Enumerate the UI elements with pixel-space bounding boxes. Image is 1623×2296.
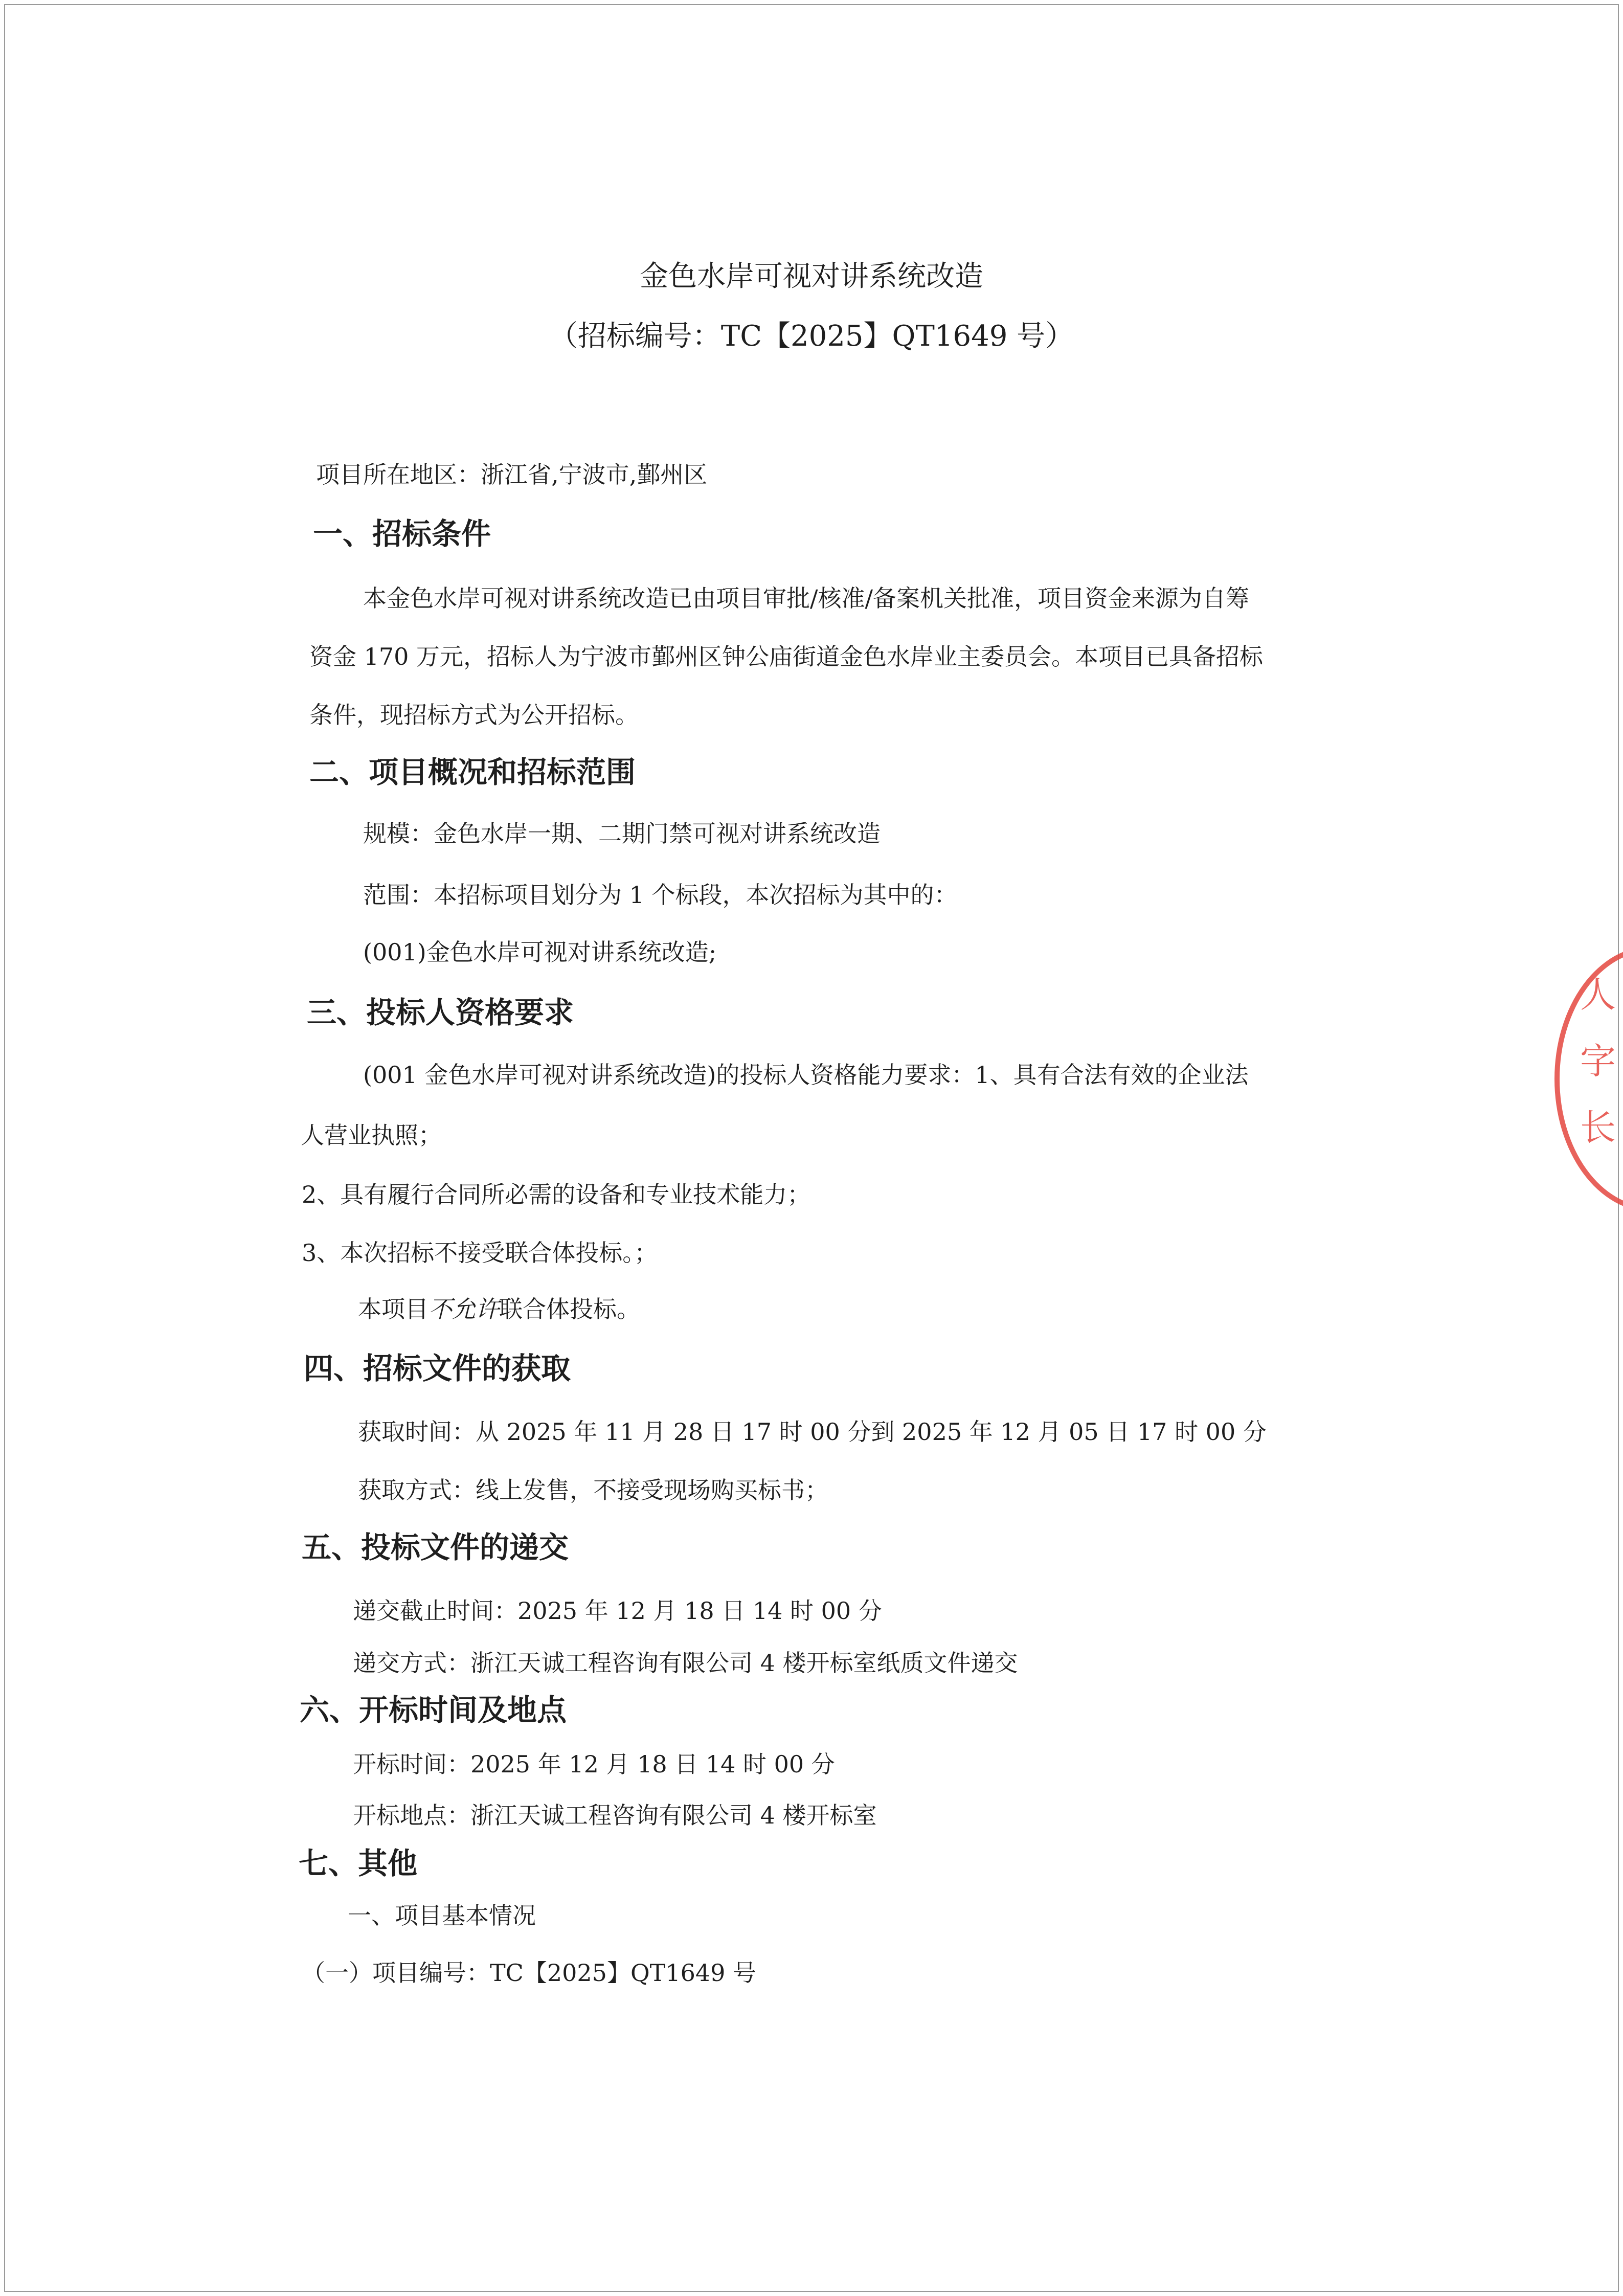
opening-time: 开标时间：2025 年 12 月 18 日 14 时 00 分: [353, 1750, 835, 1778]
qualification-line-2: 人营业执照；: [301, 1121, 442, 1149]
opening-place: 开标地点：浙江天诚工程咨询有限公司 4 楼开标室: [353, 1802, 877, 1829]
qualification-line-4: 3、本次招标不接受联合体投标。；: [302, 1239, 658, 1267]
joint-bid-not-allowed: 不允许: [429, 1295, 499, 1323]
obtain-time: 获取时间：从 2025 年 11 月 28 日 17 时 00 分到 2025 年 12 月 05 日 17 时 00 分: [358, 1418, 1267, 1446]
qualification-line-1: (001 金色水岸可视对讲系统改造)的投标人资格能力要求：1、具有合法有效的企业法: [363, 1061, 1249, 1089]
project-region: 项目所在地区：浙江省,宁波市,鄞州区: [316, 461, 708, 488]
section-heading-overview: 二、项目概况和招标范围: [309, 755, 636, 790]
joint-bid-pre: 本项目: [358, 1295, 429, 1323]
section-heading-conditions: 一、招标条件: [313, 516, 491, 551]
overview-range: 范围：本招标项目划分为 1 个标段，本次招标为其中的：: [363, 881, 958, 909]
document-title: 金色水岸可视对讲系统改造: [640, 260, 983, 293]
joint-bid-statement: [358, 1294, 640, 1324]
obtain-method: 获取方式：线上发售，不接受现场购买标书；: [358, 1476, 828, 1504]
section-heading-obtain: 四、招标文件的获取: [304, 1351, 571, 1386]
other-project-number: （一）项目编号：TC【2025】QT1649 号: [302, 1959, 757, 1987]
tender-number: （招标编号：TC【2025】QT1649 号）: [549, 320, 1074, 353]
conditions-line-1: 本金色水岸可视对讲系统改造已由项目审批/核准/备案机关批准，项目资金来源为自筹: [363, 584, 1249, 612]
red-seal-stamp: 人 字 长: [1554, 946, 1623, 1212]
conditions-line-2: 资金 170 万元，招标人为宁波市鄞州区钟公庙街道金色水岸业主委员会。本项目已具备招标: [309, 643, 1264, 670]
conditions-line-3: 条件，现招标方式为公开招标。: [309, 701, 639, 729]
other-subheading: 一、项目基本情况: [348, 1902, 536, 1929]
section-heading-other: 七、其他: [299, 1846, 418, 1881]
qualification-line-3: 2、具有履行合同所必需的设备和专业技术能力；: [302, 1181, 811, 1208]
joint-bid-post: 联合体投标。: [499, 1295, 640, 1323]
overview-scale: 规模：金色水岸一期、二期门禁可视对讲系统改造: [363, 820, 881, 847]
overview-lot: (001)金色水岸可视对讲系统改造;: [363, 938, 717, 966]
submission-deadline: 递交截止时间：2025 年 12 月 18 日 14 时 00 分: [353, 1597, 882, 1625]
section-heading-opening: 六、开标时间及地点: [300, 1693, 567, 1727]
section-heading-qualification: 三、投标人资格要求: [307, 995, 574, 1030]
submission-method: 递交方式：浙江天诚工程咨询有限公司 4 楼开标室纸质文件递交: [353, 1649, 1018, 1677]
section-heading-submission: 五、投标文件的递交: [302, 1530, 569, 1565]
